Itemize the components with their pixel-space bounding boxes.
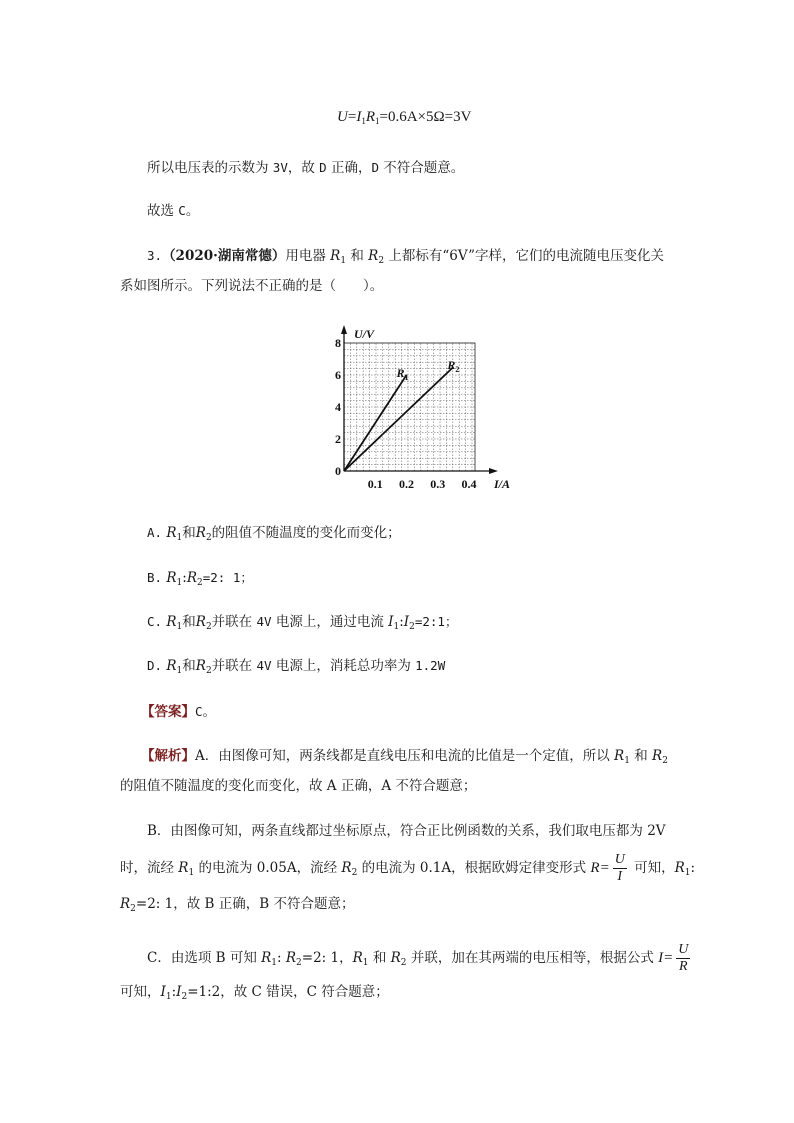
text: 1 bbox=[176, 578, 183, 588]
text: 和 bbox=[346, 248, 369, 264]
option-letter: C. bbox=[147, 614, 163, 629]
text: R bbox=[195, 658, 206, 674]
text: R bbox=[352, 950, 363, 966]
text: I bbox=[388, 614, 394, 630]
text: 2 bbox=[205, 622, 212, 632]
series-label-r1: R bbox=[396, 366, 405, 380]
text: D bbox=[319, 160, 327, 175]
text: : bbox=[182, 570, 187, 586]
option-b bbox=[147, 568, 253, 593]
text: : bbox=[277, 950, 286, 966]
question-line-2 bbox=[120, 276, 383, 296]
text: R bbox=[368, 248, 379, 264]
text: 1 bbox=[188, 868, 195, 878]
formula-eq: = bbox=[663, 950, 674, 966]
text: R bbox=[390, 950, 401, 966]
text: R bbox=[195, 614, 206, 630]
y-tick-label: 4 bbox=[335, 400, 341, 414]
text: R bbox=[166, 525, 177, 541]
text: A．由图像可知，两条线都是直线电压和电流的比值是一个定值，所以 bbox=[195, 748, 615, 764]
text: 的电流为 0.1A，根据欧姆定律变形式 bbox=[357, 860, 591, 876]
text: 2 bbox=[181, 992, 188, 1002]
formula-i-sub: 1 bbox=[361, 116, 366, 126]
text: 并联，加在其两端的电压相等，根据公式 bbox=[406, 950, 659, 966]
option-letter: B. bbox=[147, 570, 163, 585]
text: 并联在 bbox=[211, 658, 257, 674]
text: R bbox=[195, 525, 206, 541]
text: 4V bbox=[256, 658, 272, 673]
formula-r: R bbox=[365, 109, 375, 125]
text: C bbox=[178, 203, 186, 218]
y-axis-label: U/V bbox=[354, 327, 375, 341]
text: ，故 bbox=[287, 160, 320, 176]
text: 的电流为 0.05A，流经 bbox=[194, 860, 342, 876]
text: 故选 bbox=[147, 203, 179, 219]
current-fraction bbox=[676, 942, 690, 975]
text: R bbox=[120, 896, 131, 912]
text: 2 bbox=[205, 666, 212, 676]
text: R bbox=[178, 860, 189, 876]
conclusion-line bbox=[147, 158, 464, 178]
text: 和 bbox=[368, 950, 391, 966]
series-line-r1 bbox=[344, 375, 407, 471]
text: =1:2，故 C 错误，C 符合题意； bbox=[187, 984, 389, 1000]
text: 2 bbox=[400, 958, 407, 968]
text: R bbox=[674, 860, 685, 876]
formula-eq: = bbox=[347, 109, 357, 125]
y-axis-arrow bbox=[341, 325, 347, 334]
text: 时，流经 bbox=[120, 860, 179, 876]
text: 电源上，消耗总功率为 bbox=[271, 658, 416, 674]
formula-r-sub: 1 bbox=[374, 116, 380, 126]
fraction-numerator: U bbox=[614, 852, 625, 867]
text: R bbox=[186, 570, 197, 586]
formula-rest: =0.6A×5Ω=3V bbox=[379, 109, 472, 125]
text: 的阻值不随温度的变化而变化； bbox=[211, 525, 401, 541]
text: 并联在 bbox=[211, 614, 257, 630]
x-axis-arrow bbox=[489, 468, 498, 474]
y-tick-label: 6 bbox=[335, 368, 341, 382]
fraction-numerator: U bbox=[678, 942, 689, 957]
y-tick-label: 8 bbox=[335, 336, 341, 350]
text: 可知， bbox=[120, 984, 161, 1000]
text: 1.2W bbox=[415, 658, 446, 673]
text: C．由选项 B 可知 bbox=[147, 950, 262, 966]
text: 1 bbox=[624, 756, 630, 766]
text: 2 bbox=[409, 622, 415, 632]
text: 和 bbox=[182, 658, 196, 674]
text: 上都标有“6V”字样，它们的电流随电压变化关 bbox=[384, 248, 664, 264]
text: 3V bbox=[272, 160, 288, 175]
text: R bbox=[166, 658, 177, 674]
text: R bbox=[166, 614, 177, 630]
analysis-c-line-1 bbox=[147, 942, 693, 975]
text: 1 bbox=[684, 868, 691, 878]
text: 不符合题意。 bbox=[379, 160, 465, 176]
analysis-b-line-3 bbox=[120, 894, 354, 919]
series-label-sub-r1: 1 bbox=[404, 373, 409, 382]
ohm-fraction bbox=[613, 852, 627, 885]
text: 。 bbox=[185, 203, 200, 219]
analysis-label: 【解析】 bbox=[141, 748, 195, 764]
text: R bbox=[285, 950, 297, 966]
option-a bbox=[147, 523, 401, 548]
question-source: （2020·湖南常德） bbox=[162, 248, 286, 264]
text: 电源上，通过电流 bbox=[271, 614, 389, 630]
text: R bbox=[341, 860, 352, 876]
text: =2: 1， bbox=[301, 950, 353, 966]
text: 2 bbox=[351, 868, 358, 878]
text: 1 bbox=[176, 666, 183, 676]
text: =2:1； bbox=[414, 614, 458, 629]
formula-i: I bbox=[356, 109, 362, 125]
y-tick-label: 2 bbox=[335, 432, 341, 446]
analysis-a-line-2 bbox=[120, 776, 476, 796]
text: 2 bbox=[197, 578, 203, 588]
text: =2: 1； bbox=[202, 570, 253, 585]
option-d bbox=[147, 656, 445, 681]
text: 。 bbox=[202, 704, 217, 720]
option-c bbox=[147, 612, 457, 637]
text: 可知， bbox=[629, 860, 675, 876]
question-line-1 bbox=[147, 246, 664, 271]
question-number: 3. bbox=[147, 248, 163, 263]
text: 2 bbox=[662, 756, 668, 766]
ui-graph bbox=[336, 326, 516, 496]
option-letter: D. bbox=[147, 658, 163, 673]
text: 系如图所示。下列说法不正确的是（ ）。 bbox=[120, 278, 384, 294]
text: I bbox=[403, 614, 410, 630]
text: : bbox=[399, 614, 404, 630]
text: 4V bbox=[256, 614, 272, 629]
formula-i: I bbox=[658, 950, 664, 966]
text: 1 bbox=[271, 958, 278, 968]
text: R bbox=[652, 748, 663, 764]
answer-label: 【答案】 bbox=[141, 704, 195, 720]
text: 正确， bbox=[326, 160, 372, 176]
text: 1 bbox=[165, 992, 172, 1002]
text: R bbox=[261, 950, 272, 966]
answer-value: C bbox=[195, 704, 203, 719]
series-line-r2 bbox=[344, 367, 453, 471]
x-tick-label: 0.2 bbox=[399, 477, 414, 491]
text: R bbox=[166, 570, 177, 586]
text: 和 bbox=[629, 748, 653, 764]
text: R bbox=[330, 248, 341, 264]
analysis-a-line-1 bbox=[141, 746, 668, 771]
fraction-denominator: I bbox=[617, 869, 623, 884]
text: 所以电压表的示数为 bbox=[147, 160, 273, 176]
x-tick-label: 0.1 bbox=[367, 477, 383, 491]
fraction-denominator: R bbox=[679, 959, 688, 974]
text: : bbox=[171, 984, 177, 1000]
option-letter: A. bbox=[147, 525, 163, 540]
analysis-c-line-2 bbox=[120, 982, 389, 1007]
text: 2 bbox=[205, 533, 212, 543]
text: 1 bbox=[340, 256, 347, 266]
analysis-b-line-1 bbox=[147, 821, 666, 841]
text: 2 bbox=[296, 958, 302, 968]
series-label-r2: R bbox=[447, 358, 456, 372]
text: 1 bbox=[176, 533, 183, 543]
text: : bbox=[690, 860, 696, 876]
origin-label: 0 bbox=[335, 464, 341, 478]
text: R bbox=[614, 748, 625, 764]
formula-eq: = bbox=[599, 860, 610, 876]
answer-line bbox=[141, 702, 216, 722]
text: 1 bbox=[393, 622, 400, 632]
text: D bbox=[371, 160, 380, 175]
text: 1 bbox=[362, 958, 369, 968]
formula-r: R bbox=[590, 860, 600, 876]
formula-line bbox=[337, 107, 471, 131]
text: B．由图像可知，两条直线都过坐标原点，符合正比例函数的关系，我们取电压都为 2V bbox=[147, 823, 666, 839]
text: I bbox=[176, 984, 182, 1000]
x-axis-label: I/A bbox=[494, 477, 511, 491]
text: 2 bbox=[130, 904, 136, 914]
choice-line bbox=[147, 201, 199, 221]
text: =2: 1，故 B 正确，B 不符合题意； bbox=[135, 896, 355, 912]
text: 1 bbox=[176, 622, 183, 632]
series-label-sub-r2: 2 bbox=[455, 365, 460, 374]
text: I bbox=[160, 984, 166, 1000]
text: 的阻值不随温度的变化而变化，故 A 正确，A 不符合题意； bbox=[120, 778, 477, 794]
x-tick-label: 0.3 bbox=[430, 477, 446, 491]
text: 和 bbox=[182, 614, 196, 630]
analysis-b-line-2 bbox=[120, 852, 695, 885]
text: 2 bbox=[378, 256, 385, 266]
x-tick-label: 0.4 bbox=[461, 477, 477, 491]
text: 和 bbox=[182, 525, 196, 541]
formula-u: U bbox=[337, 109, 348, 125]
text: 用电器 bbox=[285, 248, 331, 264]
